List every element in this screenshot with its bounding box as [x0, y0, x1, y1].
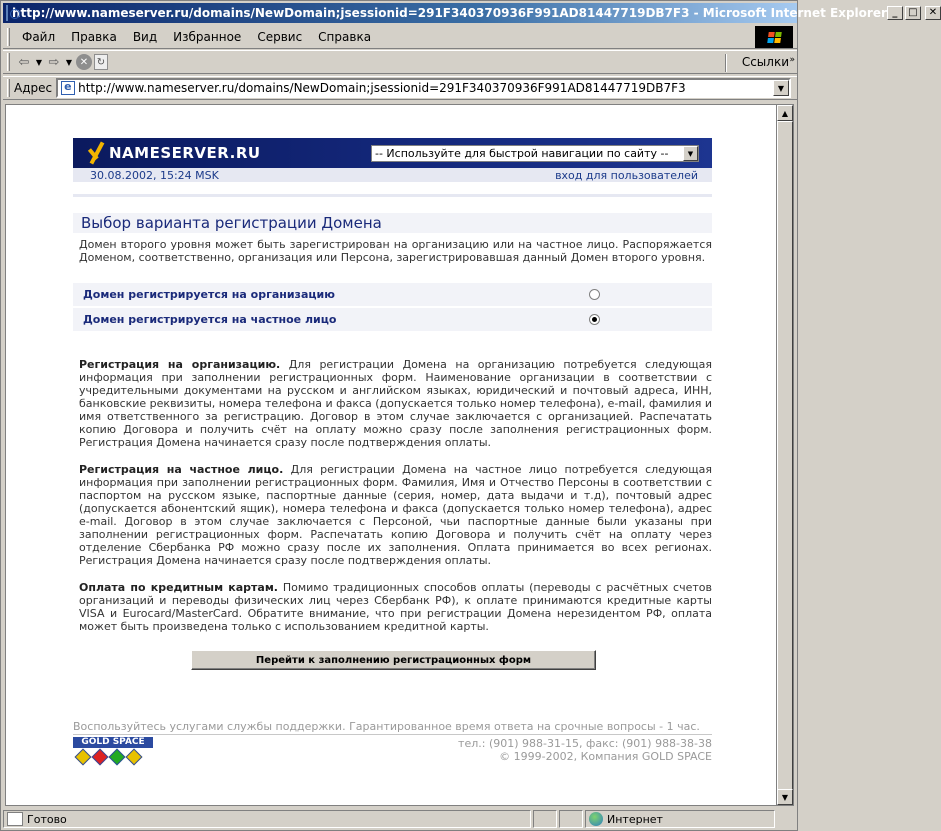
menu-view[interactable]: Вид	[132, 29, 158, 44]
gold-space-logo-text: GOLD SPACE	[73, 737, 153, 748]
header-divider	[73, 194, 712, 197]
forward-arrow-icon[interactable]: ⇨	[48, 54, 60, 70]
person-info	[73, 463, 712, 567]
date-bar	[73, 168, 712, 182]
quick-nav-select[interactable]	[371, 145, 699, 162]
menu-file[interactable]: Файл	[22, 29, 56, 44]
option-person[interactable]	[73, 308, 712, 331]
menu-grip[interactable]	[7, 28, 10, 46]
go-to-forms-button[interactable]: Перейти к заполнению регистрационных форм	[191, 650, 596, 670]
title-bar[interactable]	[3, 3, 938, 23]
chevron-down-icon[interactable]: ▼	[683, 146, 698, 161]
page-title: Выбор варианта регистрации Домена	[73, 213, 712, 233]
login-link[interactable]: вход для пользователей	[555, 168, 698, 182]
page-viewport	[5, 104, 777, 806]
option-label: Домен регистрируется на частное лицо	[83, 313, 337, 326]
refresh-icon[interactable]: ↻	[94, 54, 108, 70]
site-logo[interactable]	[83, 141, 261, 165]
support-link[interactable]: Воспользуйтесь услугами службы поддержки. Гарантированное время ответа на срочные вопросы - 1 час.	[73, 720, 712, 735]
radio-person[interactable]	[589, 314, 600, 325]
vertical-scrollbar[interactable]	[777, 104, 794, 806]
card-info	[73, 581, 712, 633]
address-label: Адрес	[14, 81, 53, 95]
links-chevron-icon[interactable]: »	[789, 55, 795, 65]
intro-text: Домен второго уровня может быть зарегистрирован на организацию или на частное лицо. Распоряжается Доменом, соответственно, организация или Персона, зарегистрировавшая данный Домен второго уровня.	[79, 238, 712, 264]
site-banner	[73, 138, 712, 168]
option-organization[interactable]	[73, 283, 712, 306]
status-empty-1	[533, 810, 557, 828]
menu-edit[interactable]: Правка	[71, 29, 117, 44]
forward-dropdown-icon[interactable]: ▼	[65, 57, 73, 67]
maximize-button[interactable]: □	[905, 6, 921, 20]
menu-bar	[3, 25, 797, 49]
scroll-thumb[interactable]	[777, 121, 793, 791]
status-main	[3, 810, 531, 828]
page-done-icon	[7, 812, 23, 826]
option-label: Домен регистрируется на организацию	[83, 288, 335, 301]
registration-options	[73, 283, 712, 331]
footer-copyright: © 1999-2002, Компания GOLD SPACE	[499, 750, 712, 763]
menu-favorites[interactable]: Избранное	[173, 29, 242, 44]
address-bar	[3, 76, 797, 100]
zone-text: Интернет	[607, 812, 663, 826]
address-dropdown-icon[interactable]: ▼	[773, 80, 789, 96]
address-field[interactable]	[56, 78, 791, 98]
address-grip[interactable]	[7, 79, 10, 97]
person-info-title: Регистрация на частное лицо.	[79, 463, 284, 476]
page-content	[73, 138, 712, 769]
window-title: http://www.nameserver.ru/domains/NewDomain;jsessionid=291F340370936F991AD81447719DB7F3 - Microsoft Internet Explorer	[12, 6, 887, 20]
gold-space-logo[interactable]	[73, 737, 153, 769]
ie-page-icon	[6, 5, 8, 21]
status-zone	[585, 810, 775, 828]
org-info-text: Для регистрации Домена на организацию потребуется следующая информация при заполнении регистрационных форм. Наименование организации в соответствии с учредительными документами на русском и английском языках, юридический и почтовый адреса, ИНН, банковские реквизиты, номера телефона и факса (допускается только номер телефона), e-mail, фамилия и имя ответственного за регистрацию. Договор в этом случае заключается с организацией. Распечатать копию Договора и получить счёт на оплату можно сразу после заполнения регистрационных форм. Регистрация Домена начинается сразу после подтверждения оплаты.	[79, 358, 712, 449]
minimize-button[interactable]: _	[887, 6, 903, 20]
status-bar	[3, 809, 797, 829]
org-info	[73, 358, 712, 449]
footer-contact	[458, 737, 712, 769]
globe-icon	[589, 812, 603, 826]
checkmark-icon	[83, 141, 109, 165]
toolbar-separator	[725, 54, 727, 72]
footer-phones: тел.: (901) 988-31-15, факс: (901) 988-38-38	[458, 737, 712, 750]
back-arrow-icon[interactable]: ⇦	[18, 54, 30, 70]
quick-nav-value: -- Используйте для быстрой навигации по сайту --	[375, 147, 669, 160]
org-info-title: Регистрация на организацию.	[79, 358, 281, 371]
scroll-up-icon[interactable]: ▲	[777, 105, 793, 121]
standard-toolbar	[3, 50, 797, 74]
scroll-down-icon[interactable]: ▼	[777, 789, 793, 805]
status-empty-2	[559, 810, 583, 828]
menu-tools[interactable]: Сервис	[257, 29, 303, 44]
logo-diamonds-icon	[75, 749, 142, 765]
close-button[interactable]: ✕	[925, 6, 941, 20]
person-info-text: Для регистрации Домена на частное лицо потребуется следующая информация при заполнении регистрационных форм. Фамилия, Имя и Отчество Персоны в соответствии с паспортом на русском языке, паспортные данные (серия, номер, дата выдачи и т.д), почтовый адрес (допускается абонентский ящик), номера телефона и факса (допускается только номер телефона), адрес e-mail. Договор в этом случае заключается с Персоной, чьи паспортные данные были указаны при заполнении регистрационных форм. Распечатать копию Договора и получить счёт на оплату через отделение Сбербанка РФ можно сразу после их заполнения. Оплата принимается во всех регионах. Регистрация Домена начинается сразу после подтверждения оплаты.	[79, 463, 713, 567]
card-info-title: Оплата по кредитным картам.	[79, 581, 278, 594]
status-text: Готово	[27, 812, 67, 826]
site-logo-text: NAMESERVER.RU	[109, 144, 261, 162]
toolbar-grip[interactable]	[7, 53, 10, 71]
address-input[interactable]	[78, 81, 773, 95]
back-dropdown-icon[interactable]: ▼	[35, 57, 43, 67]
radio-organization[interactable]	[589, 289, 600, 300]
footer	[73, 737, 712, 769]
menu-help[interactable]: Справка	[318, 29, 372, 44]
links-label[interactable]: Ссылки	[741, 55, 789, 69]
card-info-text: Помимо традиционных способов оплаты (переводы с расчётных счетов организаций и переводы физических лиц через Сбербанк РФ), к оплате принимаются кредитные карты VISA и Eurocard/MasterCard. Обратите внимание, что при регистрации Домена нерезидентом РФ, оплата может быть произведена только с использованием кредитной карты.	[79, 581, 712, 633]
windows-logo-icon	[755, 26, 793, 48]
stop-icon[interactable]: ✕	[76, 54, 92, 70]
ie-page-icon	[61, 81, 75, 95]
current-date: 30.08.2002, 15:24 MSK	[90, 168, 219, 182]
